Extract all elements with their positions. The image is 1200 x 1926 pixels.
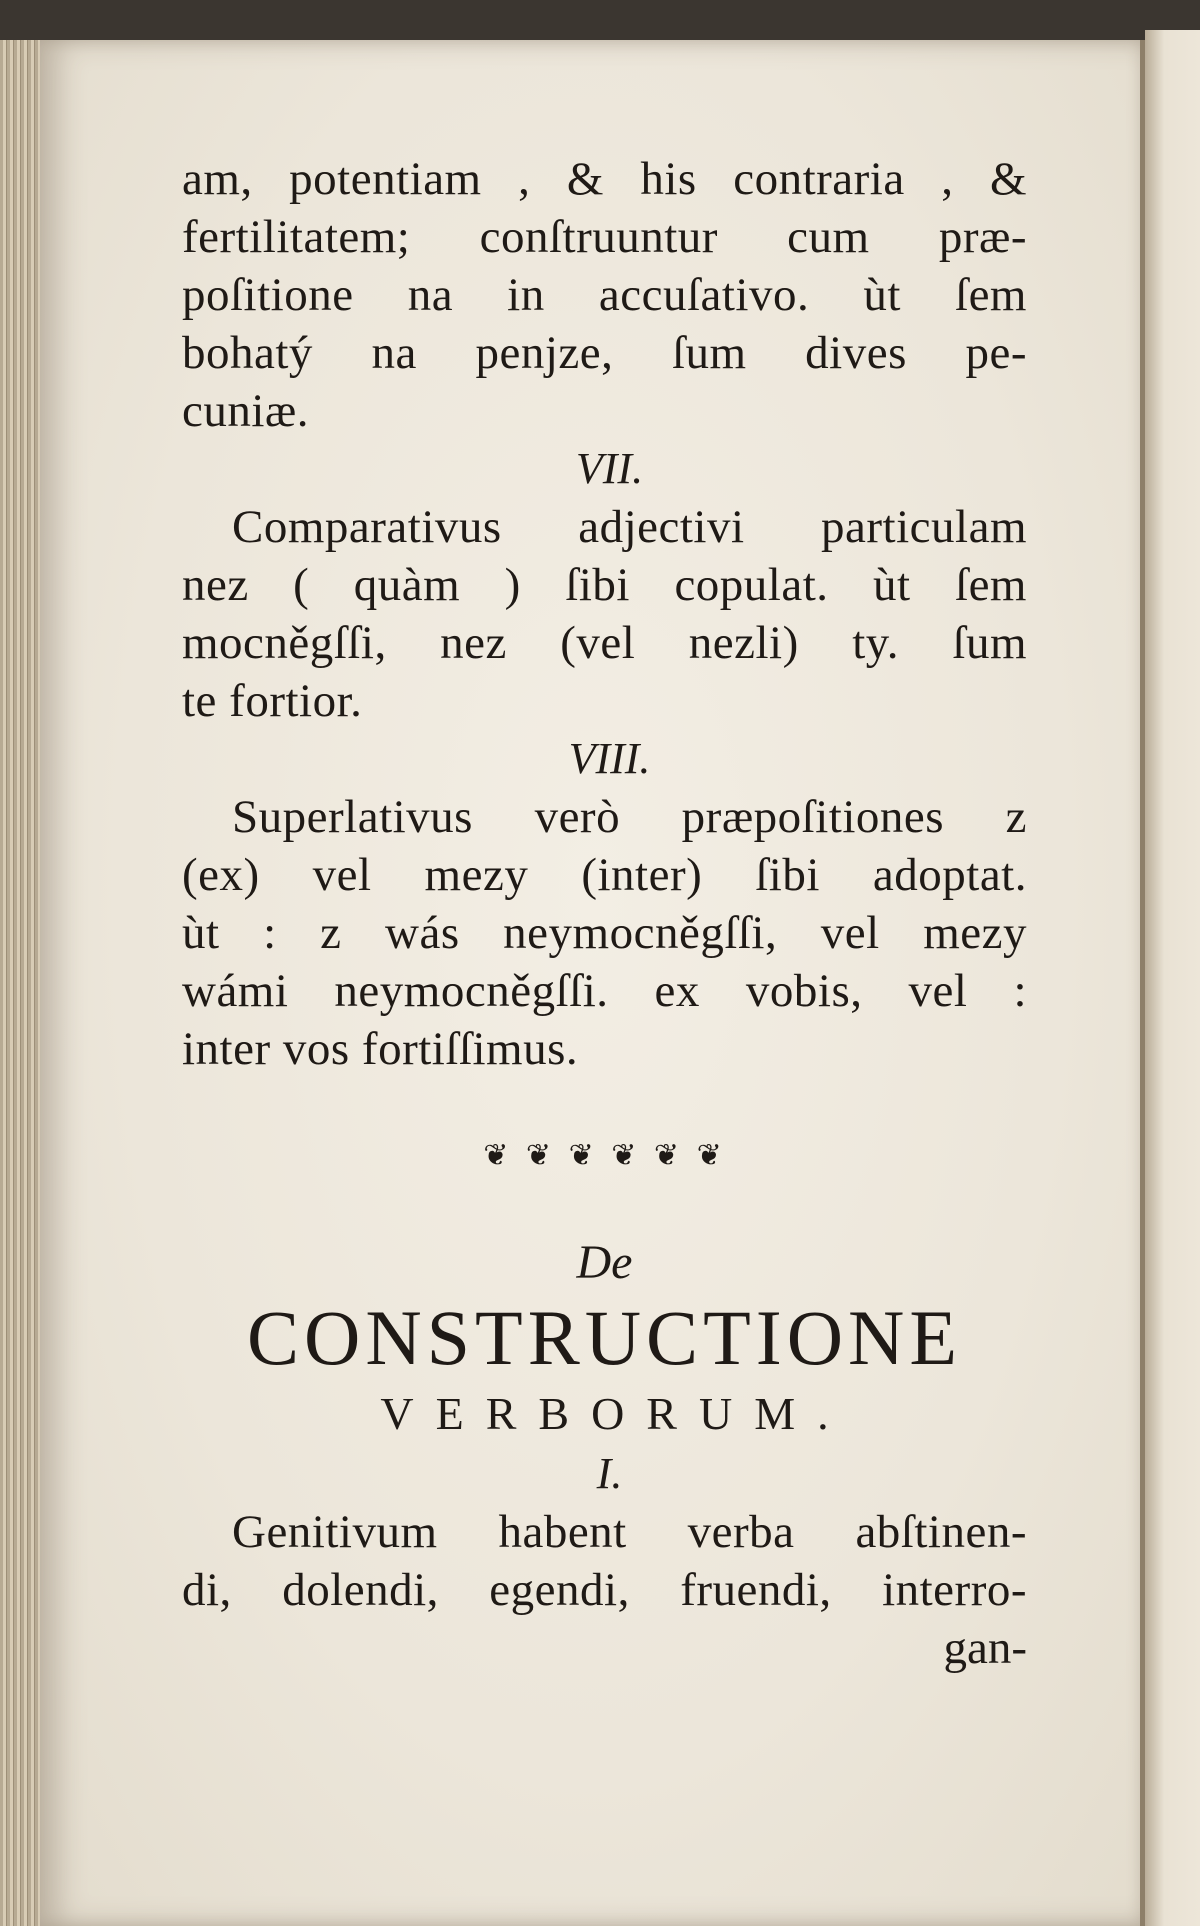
text-line: fertilitatem; conſtruuntur cum præ- [182, 211, 1027, 263]
section-title: CONSTRUCTIONE [246, 1294, 962, 1381]
section-number-vii: VII. [575, 444, 644, 493]
text-line: inter vos fortiſſimus. [182, 1023, 579, 1075]
text-line: cuniæ. [182, 385, 310, 437]
text-line: wámi neymocněgſſi. ex vobis, vel : [182, 965, 1027, 1017]
text-line: Comparativus adjectivi particulam [232, 501, 1027, 553]
text-line: Genitivum habent verba abſtinen- [232, 1506, 1027, 1558]
section-number-i: I. [596, 1449, 623, 1498]
text-line: nez ( quàm ) ſibi copulat. ùt ſem [182, 559, 1027, 611]
text-line: poſitione na in accuſativo. ùt ſem [182, 269, 1027, 321]
section-subtitle: VERBORUM. [380, 1388, 851, 1439]
text-line: ùt : z wás neymocněgſſi, vel mezy [182, 907, 1027, 959]
catchword: gan- [943, 1622, 1027, 1674]
section-de: De [576, 1236, 633, 1289]
text-line: di, dolendi, egendi, fruendi, interro- [182, 1564, 1027, 1616]
page-text [182, 150, 1027, 1677]
text-line: te fortior. [182, 675, 363, 727]
text-line: mocněgſſi, nez (vel nezli) ty. ſum [182, 617, 1027, 669]
text-line: bohatý na penjze, ſum dives pe- [182, 327, 1027, 379]
text-line: am, potentiam , & his contraria , & [182, 153, 1027, 205]
facing-page-edge [1145, 30, 1200, 1926]
ornament-divider: ❦ ❦ ❦ ❦ ❦ ❦ [483, 1138, 726, 1173]
section-number-viii: VIII. [568, 734, 651, 783]
text-line: Superlativus verò præpoſitiones z [232, 791, 1027, 843]
text-line: (ex) vel mezy (inter) ſibi adoptat. [182, 849, 1027, 901]
